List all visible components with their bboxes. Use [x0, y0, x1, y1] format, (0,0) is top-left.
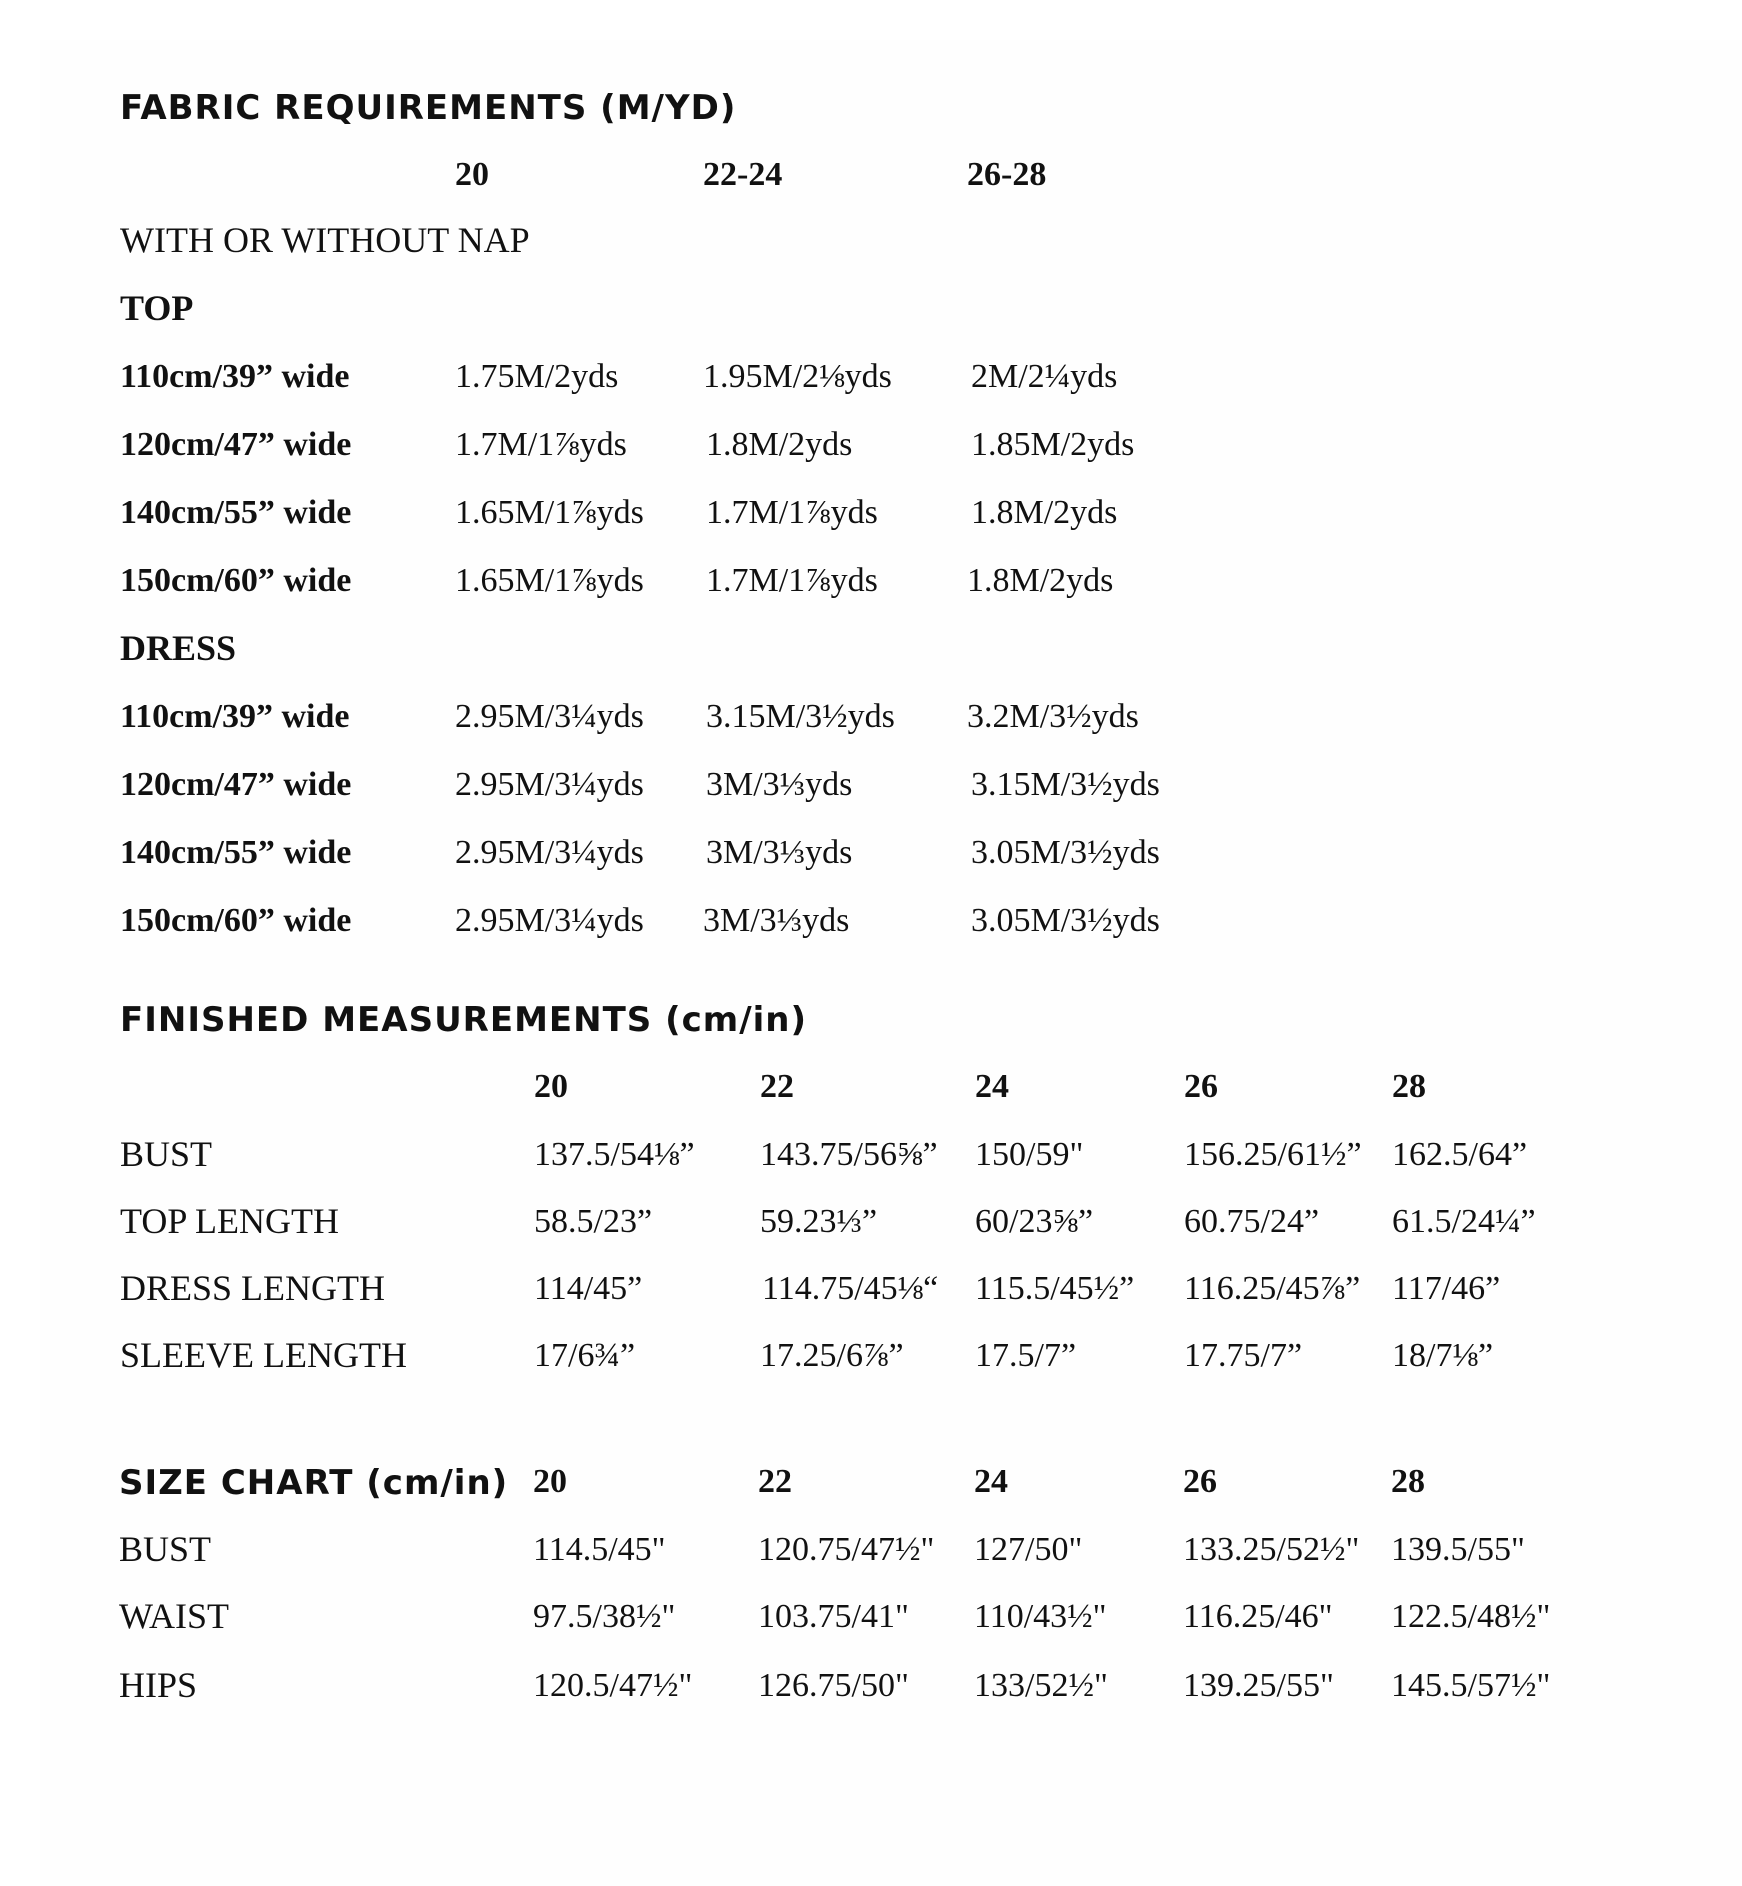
finished-size-header: 20	[534, 1068, 568, 1105]
finished-size-header: 24	[975, 1068, 1009, 1105]
fabric-value: 3.05M/3½yds	[971, 834, 1160, 871]
size-chart-value: 139.5/55"	[1391, 1531, 1525, 1568]
size-chart-value: 122.5/48½"	[1391, 1598, 1551, 1635]
fabric-value: 1.7M/1⅞yds	[455, 426, 627, 463]
fabric-width-label: 150cm/60” wide	[120, 562, 352, 599]
measurement-value: 162.5/64”	[1392, 1136, 1528, 1173]
measurement-value: 60.75/24”	[1184, 1203, 1320, 1240]
fabric-value: 2.95M/3¼yds	[455, 698, 644, 735]
fabric-value: 1.8M/2yds	[971, 494, 1118, 531]
size-chart-size-header: 28	[1391, 1463, 1425, 1500]
size-chart-size-header: 20	[533, 1463, 567, 1500]
fabric-size-header: 26-28	[967, 156, 1047, 193]
nap-note: WITH OR WITHOUT NAP	[120, 220, 530, 260]
size-chart-size-header: 24	[974, 1463, 1008, 1500]
size-chart-label: WAIST	[119, 1596, 229, 1636]
measurement-value: 114/45”	[534, 1270, 643, 1307]
fabric-value: 3.05M/3½yds	[971, 902, 1160, 939]
size-chart-label: HIPS	[119, 1665, 198, 1705]
measurement-value: 58.5/23”	[534, 1203, 653, 1240]
size-chart-value: 126.75/50"	[758, 1667, 909, 1704]
fabric-requirements-heading: FABRIC REQUIREMENTS (M/YD)	[120, 88, 737, 128]
fabric-value: 1.8M/2yds	[967, 562, 1114, 599]
fabric-value: 1.75M/2yds	[455, 358, 619, 395]
size-chart-value: 116.25/46"	[1183, 1598, 1333, 1635]
size-chart-value: 110/43½"	[974, 1598, 1107, 1635]
measurement-value: 115.5/45½”	[975, 1270, 1135, 1307]
measurement-value: 17.75/7”	[1184, 1337, 1303, 1374]
size-chart-value: 127/50"	[974, 1531, 1083, 1568]
fabric-value: 2.95M/3¼yds	[455, 766, 644, 803]
measurement-value: 60/23⅝”	[975, 1203, 1094, 1240]
measurement-label: TOP LENGTH	[120, 1201, 339, 1241]
fabric-value: 1.85M/2yds	[971, 426, 1135, 463]
size-chart-value: 103.75/41"	[758, 1598, 909, 1635]
measurement-value: 18/7⅛”	[1392, 1337, 1494, 1374]
finished-size-header: 22	[760, 1068, 794, 1105]
fabric-value: 1.8M/2yds	[706, 426, 853, 463]
size-chart-value: 139.25/55"	[1183, 1667, 1334, 1704]
size-chart-heading: SIZE CHART (cm/in)	[119, 1463, 509, 1503]
fabric-width-label: 140cm/55” wide	[120, 834, 352, 871]
fabric-value: 1.65M/1⅞yds	[455, 562, 644, 599]
fabric-width-label: 150cm/60” wide	[120, 902, 352, 939]
size-chart-value: 120.5/47½"	[533, 1667, 693, 1704]
fabric-value: 1.65M/1⅞yds	[455, 494, 644, 531]
fabric-value: 3M/3⅓yds	[706, 766, 853, 803]
measurement-value: 61.5/24¼”	[1392, 1203, 1536, 1240]
fabric-size-header: 20	[455, 156, 489, 193]
fabric-value: 1.95M/2⅛yds	[703, 358, 892, 395]
measurement-value: 143.75/56⅝”	[760, 1136, 938, 1173]
measurement-label: BUST	[120, 1134, 213, 1174]
fabric-value: 3.15M/3½yds	[971, 766, 1160, 803]
fabric-size-header: 22-24	[703, 156, 783, 193]
measurement-value: 17/6¾”	[534, 1337, 636, 1374]
measurement-value: 137.5/54⅛”	[534, 1136, 695, 1173]
fabric-width-label: 110cm/39” wide	[120, 358, 350, 395]
measurement-value: 117/46”	[1392, 1270, 1501, 1307]
measurement-label: SLEEVE LENGTH	[120, 1335, 407, 1375]
finished-size-header: 28	[1392, 1068, 1426, 1105]
size-chart-size-header: 22	[758, 1463, 792, 1500]
measurement-value: 17.25/6⅞”	[760, 1337, 904, 1374]
fabric-width-label: 110cm/39” wide	[120, 698, 350, 735]
measurement-value: 17.5/7”	[975, 1337, 1077, 1374]
fabric-value: 3.2M/3½yds	[967, 698, 1139, 735]
fabric-width-label: 120cm/47” wide	[120, 426, 352, 463]
top-section-label: TOP	[120, 288, 194, 328]
fabric-value: 2.95M/3¼yds	[455, 902, 644, 939]
measurement-label: DRESS LENGTH	[120, 1268, 386, 1308]
fabric-value: 2.95M/3¼yds	[455, 834, 644, 871]
size-chart-label: BUST	[119, 1529, 212, 1569]
fabric-width-label: 120cm/47” wide	[120, 766, 352, 803]
size-chart-size-header: 26	[1183, 1463, 1217, 1500]
dress-section-label: DRESS	[120, 628, 237, 668]
measurement-value: 59.23⅓”	[760, 1203, 878, 1240]
finished-measurements-heading: FINISHED MEASUREMENTS (cm/in)	[120, 1000, 808, 1040]
size-chart-value: 145.5/57½"	[1391, 1667, 1551, 1704]
fabric-value: 3M/3⅓yds	[706, 834, 853, 871]
fabric-value: 3.15M/3½yds	[706, 698, 895, 735]
size-chart-value: 133/52½"	[974, 1667, 1108, 1704]
fabric-value: 1.7M/1⅞yds	[706, 494, 878, 531]
fabric-value: 2M/2¼yds	[971, 358, 1118, 395]
fabric-width-label: 140cm/55” wide	[120, 494, 352, 531]
fabric-value: 1.7M/1⅞yds	[706, 562, 878, 599]
size-chart-value: 133.25/52½"	[1183, 1531, 1360, 1568]
measurement-value: 156.25/61½”	[1184, 1136, 1362, 1173]
finished-size-header: 26	[1184, 1068, 1218, 1105]
measurement-value: 116.25/45⅞”	[1184, 1270, 1361, 1307]
measurement-value: 114.75/45⅛“	[762, 1270, 939, 1307]
size-chart-value: 97.5/38½"	[533, 1598, 676, 1635]
fabric-value: 3M/3⅓yds	[703, 902, 850, 939]
size-chart-value: 114.5/45"	[533, 1531, 666, 1568]
measurement-value: 150/59"	[975, 1136, 1084, 1173]
size-chart-value: 120.75/47½"	[758, 1531, 935, 1568]
